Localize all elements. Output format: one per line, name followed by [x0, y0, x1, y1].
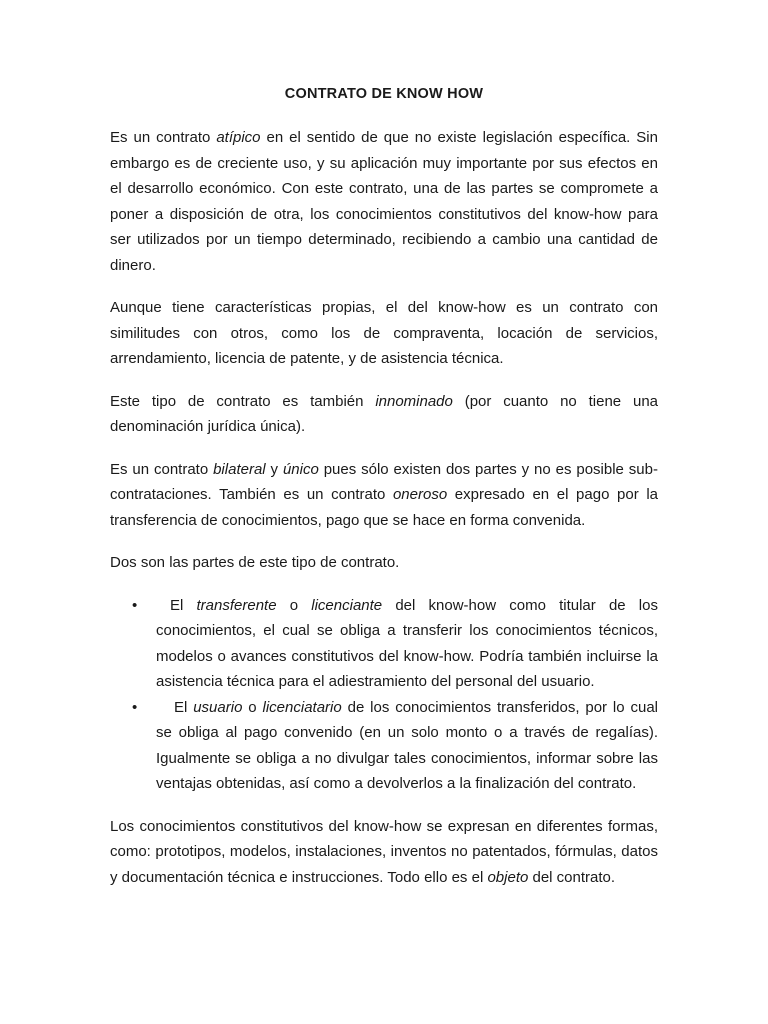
emphasis-licenciatario: licenciatario [262, 698, 342, 716]
text-run: y [265, 460, 283, 478]
emphasis-unico: único [282, 460, 319, 478]
text-run: (por cuanto no tiene una denominación jurídica única). [110, 392, 659, 435]
emphasis-objeto: objeto [487, 868, 529, 886]
document-page [110, 83, 658, 907]
emphasis-usuario: usuario [193, 698, 243, 716]
bullet-icon: • [132, 596, 138, 614]
emphasis-atipico: atípico [216, 129, 261, 146]
text-run: de los conocimientos transferidos, por lo cual se obliga al pago convenido (en un solo monto o a través de regalías). Igualmente se obliga a no divulgar tales conocimientos, informar sobre las ventajas obtenidas, así como a devolverlos a la finalización del contrato. [156, 698, 658, 792]
emphasis-oneroso: oneroso [392, 486, 448, 503]
paragraph-definition [110, 125, 658, 278]
text-run: o [242, 698, 263, 716]
text-run: Este tipo de contrato es también [110, 392, 376, 410]
bullet-icon: • [132, 698, 138, 716]
paragraph-innominado [110, 389, 658, 440]
text-run: Es un contrato [110, 129, 217, 146]
text-run: del contrato. [528, 868, 616, 886]
parties-list [110, 593, 658, 797]
text-run: El [174, 698, 194, 716]
list-item-usuario [110, 695, 658, 797]
text-run: expresado en el pago por la transferencia de conocimientos, pago que se hace en forma convenida. [110, 486, 658, 529]
text-run: Los conocimientos constitutivos del know-how se expresan en diferentes formas, como: prototipos, modelos, instalaciones, inventos no patentados, fórmulas, datos y documentación técnica e instrucciones. Todo ello es el [110, 817, 658, 886]
text-run: El [170, 596, 197, 614]
emphasis-innominado: innominado [375, 392, 453, 410]
document-title: CONTRATO DE KNOW HOW [284, 86, 484, 102]
text-run: pues sólo existen dos partes y no es posible sub-contrataciones. También es un contrato [110, 460, 658, 503]
text-run: en el sentido de que no existe legislación específica. Sin embargo es de creciente uso, y su aplicación muy importante por sus efectos en el desarrollo económico. Con este contrato, una de las partes se compromete a poner a disposición de otra, los conocimientos constitutivos del know-how para ser utilizados por un tiempo determinado, recibiendo a cambio una cantidad de dinero. [110, 129, 658, 274]
text-run: del know-how como titular de los conocimientos, el cual se obliga a transferir los conocimientos técnicos, modelos o avances constitutivos del know-how. Podría también incluirse la asistencia técnica para el adiestramiento del personal del usuario. [156, 596, 658, 690]
emphasis-transferente: transferente [196, 596, 277, 614]
paragraph-parties-intro: Dos son las partes de este tipo de contrato. [110, 554, 400, 571]
list-item-transferente [110, 593, 658, 695]
emphasis-bilateral: bilateral [213, 460, 266, 478]
paragraph-characteristics: Aunque tiene características propias, el del know-how es un contrato con similitudes con otros, como los de compraventa, locación de servicios, arrendamiento, licencia de patente, y de asistencia técnica. [110, 299, 658, 367]
paragraph-bilateral [110, 457, 658, 534]
text-run: o [276, 596, 312, 614]
paragraph-object [110, 814, 658, 891]
emphasis-licenciante: licenciante [311, 596, 383, 614]
text-run: Es un contrato [110, 460, 214, 478]
